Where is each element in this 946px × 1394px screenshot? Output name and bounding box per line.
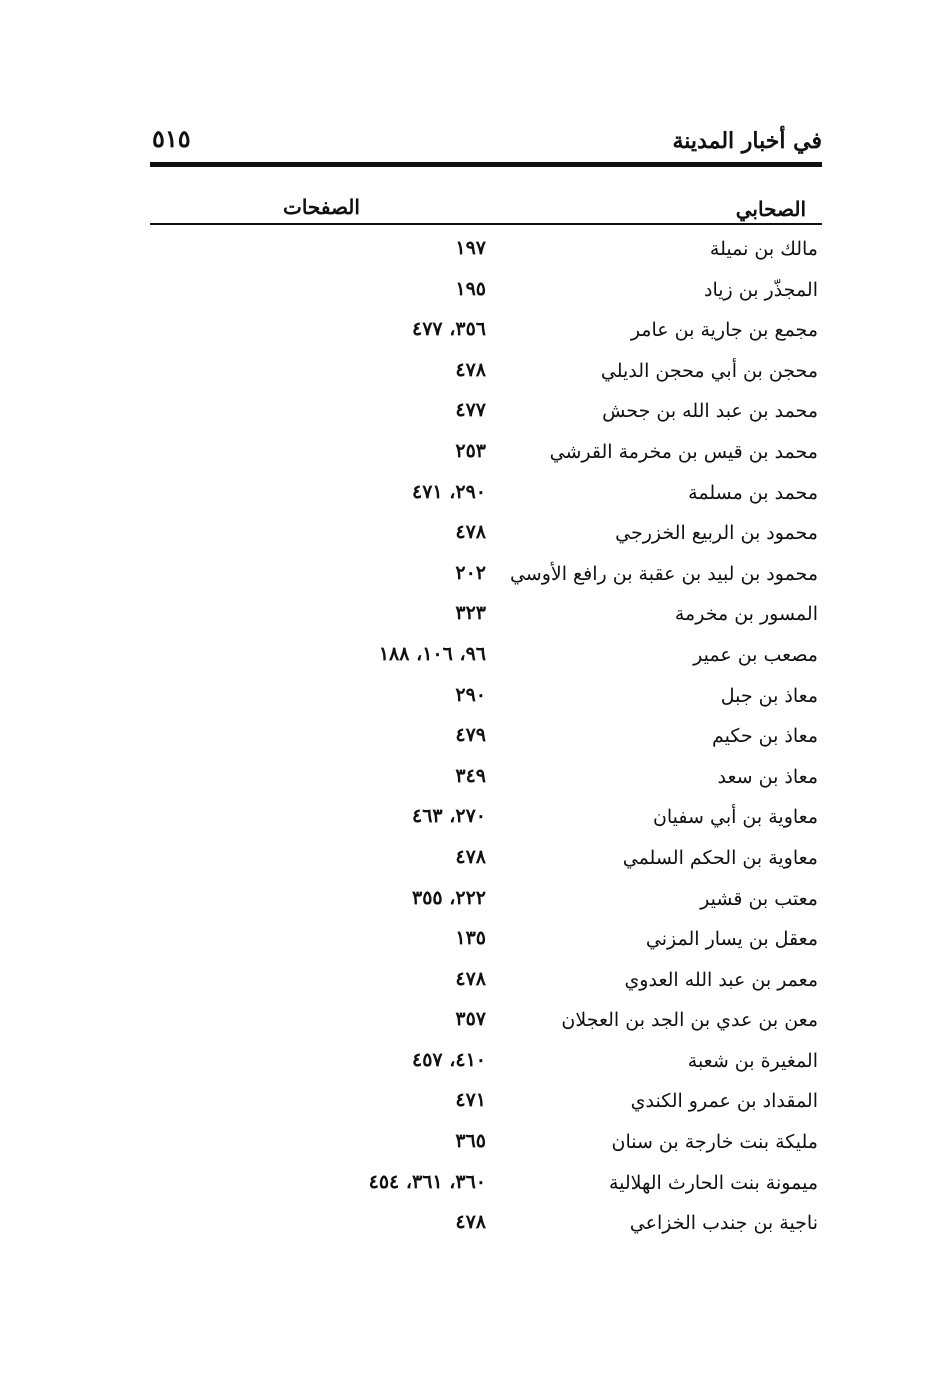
entry-name: محمد بن عبد الله بن جحش (602, 400, 818, 423)
table-row (0, 839, 946, 880)
table-row (0, 1001, 946, 1042)
entry-name: محمد بن قيس بن مخرمة القرشي (549, 440, 818, 463)
entry-pages: ٤٧١ (455, 1089, 486, 1112)
entry-pages: ٢٩٠ (455, 683, 486, 706)
entry-pages: ١٩٧ (455, 237, 486, 259)
table-row (0, 798, 946, 839)
entry-pages: ١٩٥ (455, 277, 486, 300)
running-title: في أخبار المدينة (672, 128, 822, 154)
entry-pages: ٢٧٠، ٤٦٣ (412, 805, 486, 828)
table-row (0, 514, 946, 555)
entry-pages: ٢٠٢ (455, 561, 486, 584)
entry-pages: ٣٥٦، ٤٧٧ (412, 318, 486, 341)
entry-pages: ٤٧٩ (455, 724, 486, 747)
table-row (0, 474, 946, 515)
table-row (0, 311, 946, 352)
table-row (0, 1123, 946, 1164)
entry-name: معاذ بن جبل (720, 684, 818, 707)
entry-name: محجن بن أبي محجن الديلي (600, 359, 818, 382)
entry-pages: ٤١٠، ٤٥٧ (412, 1048, 486, 1071)
entry-name: ميمونة بنت الحارث الهلالية (608, 1171, 818, 1194)
page-number: ٥١٥ (152, 124, 191, 153)
table-row (0, 1082, 946, 1123)
column-heading-pages: الصفحات (283, 195, 360, 219)
entry-pages: ٣٦٥ (455, 1130, 486, 1153)
entry-pages: ٤٧٨ (455, 358, 486, 381)
entry-name: معقل بن يسار المزني (645, 928, 818, 951)
table-row (0, 271, 946, 312)
entry-name: معاوية بن الحكم السلمي (622, 846, 818, 869)
entry-pages: ٣٦٠، ٣٦١، ٤٥٤ (368, 1170, 486, 1193)
table-row (0, 1164, 946, 1205)
entry-name: المجذّر بن زياد (703, 278, 818, 301)
entry-name: محمد بن مسلمة (688, 481, 818, 504)
entry-pages: ٢٩٠، ٤٧١ (412, 480, 486, 503)
table-row (0, 230, 946, 271)
entry-pages: ٤٧٧ (455, 399, 486, 422)
entry-name: المغيرة بن شعبة (687, 1049, 818, 1072)
table-row (0, 758, 946, 799)
entry-name: معاذ بن حكيم (711, 725, 818, 748)
entry-name: معاذ بن سعد (717, 765, 818, 788)
entry-pages: ٩٦، ١٠٦، ١٨٨ (378, 642, 486, 665)
table-row (0, 352, 946, 393)
index-table (0, 230, 946, 1245)
entry-pages: ١٣٥ (455, 927, 486, 950)
entry-pages: ٣٥٧ (455, 1008, 486, 1031)
entry-pages: ٣٤٩ (455, 764, 486, 787)
entry-pages: ٢٢٢، ٣٥٥ (412, 886, 486, 909)
entry-name: مصعب بن عمير (693, 643, 818, 666)
entry-name: المقداد بن عمرو الكندي (630, 1090, 818, 1113)
entry-pages: ٣٢٣ (455, 602, 486, 625)
entry-pages: ٤٧٨ (455, 967, 486, 990)
entry-name: معتب بن قشير (700, 887, 818, 910)
entry-pages: ٤٧٨ (455, 845, 486, 868)
table-row (0, 677, 946, 718)
table-row (0, 717, 946, 758)
entry-name: معن بن عدي بن الجد بن العجلان (561, 1009, 818, 1032)
entry-name: معمر بن عبد الله العدوي (624, 968, 818, 991)
entry-name: ناجية بن جندب الخزاعي (629, 1212, 818, 1235)
entry-name: مليكة بنت خارجة بن سنان (611, 1131, 818, 1154)
entry-name: مالك بن نميلة (709, 238, 818, 260)
table-row (0, 433, 946, 474)
table-row (0, 555, 946, 596)
table-row (0, 392, 946, 433)
entry-name: محمود بن الربيع الخزرجي (615, 522, 818, 545)
column-heading-name: الصحابي (735, 197, 806, 221)
table-row (0, 595, 946, 636)
table-row (0, 1204, 946, 1245)
table-row (0, 920, 946, 961)
entry-name: معاوية بن أبي سفيان (652, 806, 818, 829)
entry-name: محمود بن لبيد بن عقبة بن رافع الأوسي (509, 562, 818, 585)
entry-name: المسور بن مخرمة (674, 603, 818, 626)
entry-pages: ٤٧٨ (455, 521, 486, 544)
header-rule (150, 162, 822, 167)
entry-name: مجمع بن جارية بن عامر (630, 319, 818, 342)
entry-pages: ٢٥٣ (455, 439, 486, 462)
table-rule (150, 223, 822, 225)
table-row (0, 961, 946, 1002)
table-row (0, 636, 946, 677)
table-row (0, 880, 946, 921)
table-row (0, 1042, 946, 1083)
entry-pages: ٤٧٨ (455, 1211, 486, 1234)
